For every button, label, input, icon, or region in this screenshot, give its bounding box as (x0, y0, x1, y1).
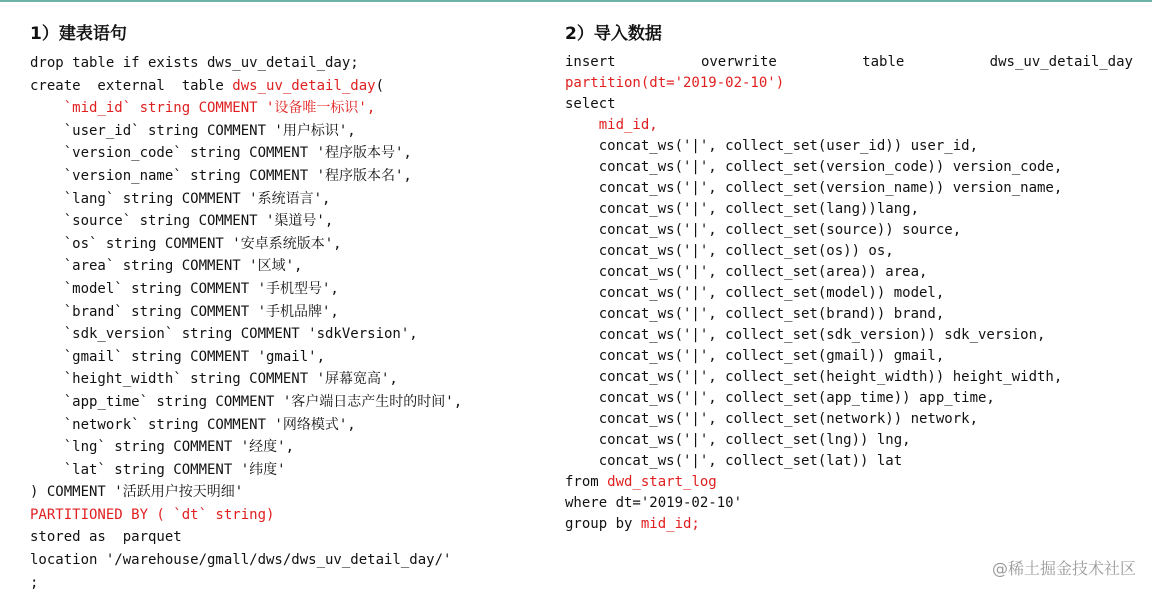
code-line (30, 368, 462, 391)
code-text: concat_ws('|', collect_set(brand)) brand, (565, 306, 945, 322)
code-line (565, 94, 1133, 115)
code-text: `brand` string COMMENT '手机品牌', (30, 303, 339, 320)
code-line (565, 451, 1133, 472)
code-line (30, 346, 462, 369)
code-line (565, 283, 1133, 304)
code-line (565, 199, 1133, 220)
code-line (565, 304, 1133, 325)
code-text: `model` string COMMENT '手机型号', (30, 280, 339, 297)
code-line (30, 165, 462, 188)
code-line (565, 388, 1133, 409)
code-line (30, 188, 462, 211)
create-table-code-block (30, 52, 462, 594)
code-text: concat_ws('|', collect_set(sdk_version)) sdk_version, (565, 327, 1046, 343)
code-line (565, 241, 1133, 262)
code-line (565, 220, 1133, 241)
code-line (565, 409, 1133, 430)
code-line (30, 391, 462, 414)
section-heading-insert-data: 2）导入数据 (565, 24, 662, 44)
code-text: concat_ws('|', collect_set(area)) area, (565, 264, 928, 280)
code-line (565, 73, 1133, 94)
code-text: ; (30, 574, 39, 591)
code-line (565, 472, 1133, 493)
watermark-text: @稀土掘金技术社区 (991, 559, 1136, 578)
code-line (30, 142, 462, 165)
code-text: `version_name` string COMMENT '程序版本名', (30, 167, 412, 184)
code-line (30, 278, 462, 301)
code-text: where dt='2019-02-10' (565, 495, 743, 511)
section-heading-create-table: 1）建表语句 (30, 24, 127, 44)
code-line (30, 323, 462, 346)
code-text (30, 100, 64, 116)
code-line (565, 493, 1133, 514)
code-token: insert (565, 54, 616, 70)
code-line (30, 52, 462, 75)
code-token: overwrite (700, 54, 777, 70)
code-text: from (565, 474, 608, 490)
code-text: location '/warehouse/gmall/dws/dws_uv_detail_day/' (30, 552, 452, 569)
code-text: concat_ws('|', collect_set(version_name)) version_name, (565, 180, 1063, 196)
code-line (30, 301, 462, 324)
code-text: `lat` string COMMENT '纬度' (30, 461, 286, 478)
code-line (30, 210, 462, 233)
code-text: `sdk_version` string COMMENT 'sdkVersion', (30, 326, 418, 343)
code-token: table (862, 54, 905, 70)
code-line (565, 178, 1133, 199)
code-text: `user_id` string COMMENT '用户标识', (30, 122, 356, 139)
code-line (30, 436, 462, 459)
code-text: ) COMMENT '活跃用户按天明细' (30, 484, 244, 501)
code-text: `network` string COMMENT '网络模式', (30, 416, 356, 433)
code-line (30, 572, 462, 595)
code-text: `app_time` string COMMENT '客户端日志产生时的时间', (30, 393, 463, 410)
code-line (30, 233, 462, 256)
code-text: concat_ws('|', collect_set(lng)) lng, (565, 432, 911, 448)
code-line (30, 526, 462, 549)
code-text: concat_ws('|', collect_set(user_id)) user_id, (565, 138, 979, 154)
code-text: concat_ws('|', collect_set(source)) source, (565, 222, 962, 238)
code-text: concat_ws('|', collect_set(os)) os, (565, 243, 894, 259)
code-highlight: mid_id; (640, 516, 700, 532)
code-text: `version_code` string COMMENT '程序版本号', (30, 145, 412, 162)
code-text: `lang` string COMMENT '系统语言', (30, 190, 331, 207)
code-text: stored as parquet (30, 529, 182, 546)
top-rule (0, 0, 1152, 2)
code-text: drop table if exists dws_uv_detail_day; (30, 55, 359, 71)
code-text: group by (565, 516, 641, 532)
code-line (30, 414, 462, 437)
code-text: ( (375, 77, 385, 94)
code-line (565, 157, 1133, 178)
code-line (565, 115, 1133, 136)
code-text: concat_ws('|', collect_set(height_width)) height_width, (565, 369, 1063, 385)
code-highlight: dws_uv_detail_day (232, 77, 376, 94)
code-text: `height_width` string COMMENT '屏幕宽高', (30, 371, 398, 388)
code-token: dws_uv_detail_day (989, 54, 1133, 70)
insert-code-lines (565, 73, 1133, 535)
code-text: concat_ws('|', collect_set(network)) network, (565, 411, 979, 427)
code-text: `area` string COMMENT '区域', (30, 258, 303, 275)
code-text: concat_ws('|', collect_set(lang))lang, (565, 201, 920, 217)
code-text: concat_ws('|', collect_set(model)) model, (565, 285, 945, 301)
code-highlight: `mid_id` string COMMENT '设备唯一标识', (63, 100, 376, 117)
code-line (30, 75, 462, 98)
code-line (30, 97, 462, 120)
code-text (565, 117, 599, 133)
code-line (565, 367, 1133, 388)
code-text: create external table (30, 77, 233, 94)
code-text: concat_ws('|', collect_set(version_code)) version_code, (565, 159, 1063, 175)
code-line (565, 430, 1133, 451)
code-line (565, 262, 1133, 283)
code-line-insert-overwrite (565, 52, 1133, 73)
code-text: `lng` string COMMENT '经度', (30, 439, 295, 456)
code-line (565, 346, 1133, 367)
code-text: `gmail` string COMMENT 'gmail', (30, 348, 326, 365)
code-line (565, 514, 1133, 535)
code-line (30, 120, 462, 143)
code-line (565, 325, 1133, 346)
code-line (30, 459, 462, 482)
code-highlight: PARTITIONED BY ( `dt` string) (30, 506, 275, 523)
code-text: `source` string COMMENT '渠道号', (30, 213, 334, 230)
code-text: `os` string COMMENT '安卓系统版本', (30, 235, 342, 252)
code-line (30, 255, 462, 278)
code-line (565, 136, 1133, 157)
code-highlight: mid_id, (598, 117, 658, 133)
insert-code-block (565, 52, 1133, 535)
code-line (30, 504, 462, 527)
code-line (30, 481, 462, 504)
code-text: concat_ws('|', collect_set(gmail)) gmail, (565, 348, 945, 364)
code-text: select (565, 96, 616, 112)
code-highlight: dwd_start_log (607, 474, 717, 490)
code-highlight: partition(dt='2019-02-10') (565, 75, 785, 91)
code-text: concat_ws('|', collect_set(lat)) lat (565, 453, 903, 469)
code-text: concat_ws('|', collect_set(app_time)) app_time, (565, 390, 995, 406)
code-line (30, 549, 462, 572)
